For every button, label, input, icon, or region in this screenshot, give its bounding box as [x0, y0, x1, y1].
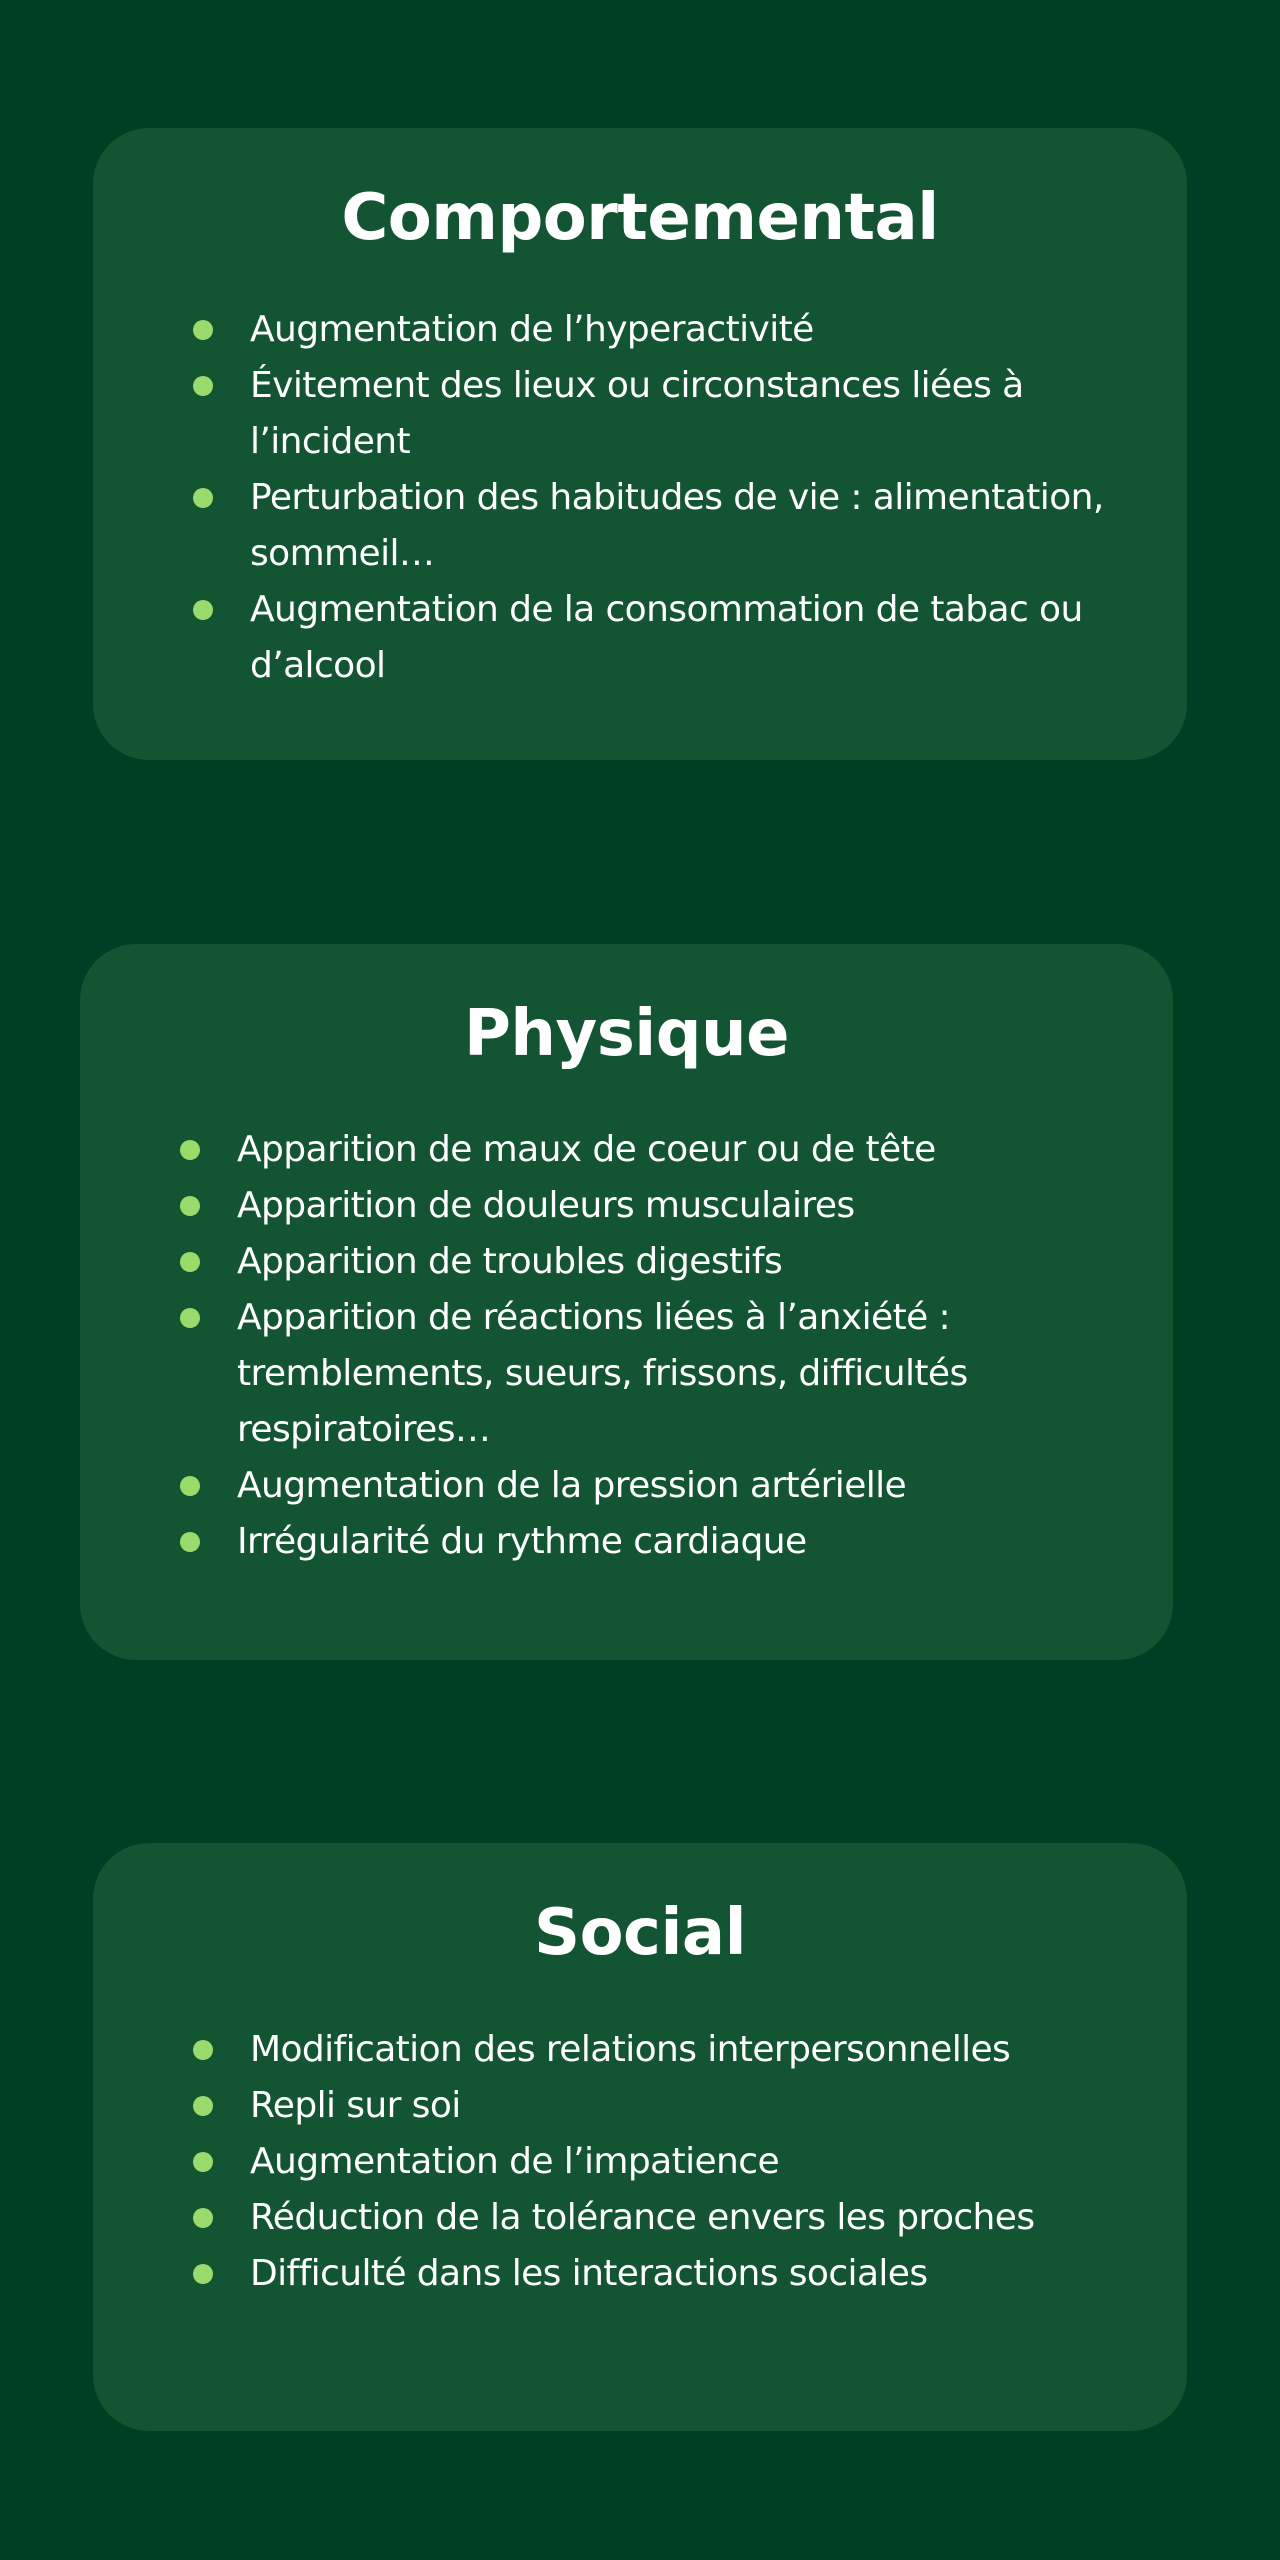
- list-item: [250, 2078, 1147, 2134]
- bullet-dot-icon: [193, 2152, 213, 2172]
- list-item-text: Réduction de la tolérance envers les proches: [250, 2197, 1035, 2238]
- list-item-text: Repli sur soi: [250, 2085, 461, 2126]
- list-item-text: Apparition de réactions liées à l’anxiété : tremblements, sueurs, frissons, difficultés respiratoires…: [237, 1297, 968, 1450]
- bullet-dot-icon: [180, 1252, 200, 1272]
- list-item-text: Irrégularité du rythme cardiaque: [237, 1521, 807, 1562]
- bullet-dot-icon: [193, 488, 213, 508]
- list-item: [237, 1290, 1123, 1458]
- list-item: [250, 2022, 1147, 2078]
- list-item: [237, 1178, 1123, 1234]
- bullet-dot-icon: [193, 2040, 213, 2060]
- list-item: [250, 2134, 1147, 2190]
- list-item: [250, 302, 1127, 358]
- list-item-text: Augmentation de l’hyperactivité: [250, 309, 814, 350]
- list-item-text: Difficulté dans les interactions sociales: [250, 2253, 928, 2294]
- list-item: [250, 582, 1127, 694]
- symptom-list: [250, 2022, 1147, 2302]
- list-item: [237, 1458, 1123, 1514]
- list-item: [250, 358, 1127, 470]
- bullet-dot-icon: [193, 2264, 213, 2284]
- bullet-dot-icon: [180, 1532, 200, 1552]
- bullet-dot-icon: [180, 1196, 200, 1216]
- bullet-dot-icon: [193, 2208, 213, 2228]
- card-physique: [80, 944, 1173, 1660]
- list-item: [237, 1514, 1123, 1570]
- bullet-dot-icon: [180, 1476, 200, 1496]
- list-item-text: Évitement des lieux ou circonstances liées à l’incident: [250, 365, 1024, 462]
- list-item-text: Modification des relations interpersonnelles: [250, 2029, 1011, 2070]
- list-item-text: Apparition de troubles digestifs: [237, 1241, 783, 1282]
- card-title: Comportemental: [341, 181, 939, 255]
- card-comportemental: [93, 128, 1187, 760]
- card-title: Social: [533, 1896, 747, 1970]
- card-social: [93, 1843, 1187, 2431]
- list-item: [237, 1122, 1123, 1178]
- list-item-text: Apparition de douleurs musculaires: [237, 1185, 855, 1226]
- bullet-dot-icon: [180, 1308, 200, 1328]
- list-item-text: Augmentation de l’impatience: [250, 2141, 780, 2182]
- bullet-dot-icon: [180, 1140, 200, 1160]
- card-title: Physique: [464, 997, 789, 1071]
- list-item-text: Perturbation des habitudes de vie : alimentation, sommeil…: [250, 477, 1104, 574]
- bullet-dot-icon: [193, 2096, 213, 2116]
- list-item-text: Apparition de maux de coeur ou de tête: [237, 1129, 936, 1170]
- bullet-dot-icon: [193, 600, 213, 620]
- symptom-list: [237, 1122, 1123, 1570]
- list-item-text: Augmentation de la consommation de tabac ou d’alcool: [250, 589, 1083, 686]
- list-item: [250, 470, 1127, 582]
- list-item: [250, 2190, 1147, 2246]
- list-item: [237, 1234, 1123, 1290]
- symptom-list: [250, 302, 1127, 694]
- list-item: [250, 2246, 1147, 2302]
- list-item-text: Augmentation de la pression artérielle: [237, 1465, 907, 1506]
- bullet-dot-icon: [193, 320, 213, 340]
- bullet-dot-icon: [193, 376, 213, 396]
